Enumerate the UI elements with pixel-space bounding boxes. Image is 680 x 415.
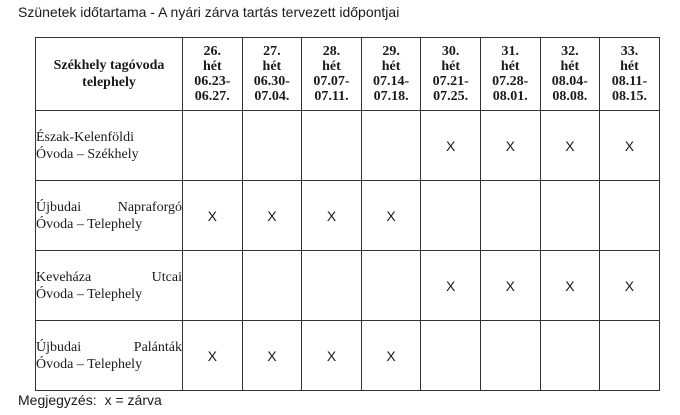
site-name-line1: Keveháza Utcai [36,269,182,285]
site-name-line1: Újbudai Palánták [36,339,182,355]
week-start-date: 06.30- [253,74,290,89]
week-start-date: 07.21- [432,74,469,89]
closure-mark-cell: X [302,181,362,251]
site-name-line1: Újbudai Napraforgó [36,199,182,215]
week-start-date: 07.28- [492,74,529,89]
closure-mark-cell [421,181,481,251]
site-name-cell [36,251,183,321]
footnote-label: Megjegyzés: [18,392,97,408]
closure-mark-cell [242,111,302,181]
week-start-date: 08.11- [611,74,648,89]
closure-mark-cell: X [361,181,421,251]
week-header-28 [302,38,362,111]
closure-mark-cell [302,251,362,321]
week-number: 26. [203,44,222,59]
closure-mark-cell: X [421,111,481,181]
site-name-line2: Óvoda – Székhely [36,146,139,162]
closure-mark-cell: X [183,321,243,391]
site-name-cell [36,321,183,391]
week-label: hét [381,59,401,74]
closure-mark-cell: X [361,321,421,391]
page-title: Szünetek időtartama - A nyári zárva tartás tervezett időpontjai [18,4,400,20]
closure-mark-cell [183,251,243,321]
week-header-33 [600,38,660,111]
table-row [36,181,660,251]
week-end-date: 06.27. [194,89,230,104]
closure-mark-cell: X [600,111,660,181]
closure-mark-cell: X [302,321,362,391]
week-header-31 [480,38,540,111]
week-start-date: 08.04- [551,74,588,89]
closure-mark-cell [361,111,421,181]
closure-mark-cell [480,321,540,391]
closure-mark-cell [600,321,660,391]
site-name-cell [36,111,183,181]
week-header-30 [421,38,481,111]
site-header-line1: Székhely tagóvoda [53,58,165,73]
closure-mark-cell: X [480,251,540,321]
week-number: 33. [620,44,639,59]
closure-mark-cell: X [540,251,600,321]
week-label: hét [262,59,282,74]
closure-schedule-table [35,37,660,391]
closure-mark-cell [421,321,481,391]
week-label: hét [322,59,341,74]
week-label: hét [620,59,639,74]
week-number: 32. [561,44,579,59]
week-end-date: 07.04. [254,89,290,104]
closure-mark-cell [540,181,600,251]
table-header-row [36,38,660,111]
week-number: 29. [382,44,400,59]
week-start-date: 07.07- [313,74,350,89]
table-row [36,251,660,321]
week-number: 31. [501,44,520,59]
closure-mark-cell: X [242,321,302,391]
week-label: hét [500,59,520,74]
site-name-line2: Óvoda – Telephely [36,356,143,372]
closure-mark-cell [183,111,243,181]
site-name-line1: Észak-Kelenföldi [36,129,134,145]
week-start-date: 07.14- [372,74,410,89]
closure-mark-cell [540,321,600,391]
week-end-date: 08.01. [492,89,528,104]
site-header-line2: telephely [82,75,136,90]
week-header-32 [540,38,600,111]
week-label: hét [560,59,580,74]
week-number: 30. [441,44,460,59]
closure-mark-cell: X [480,111,540,181]
closure-mark-cell: X [183,181,243,251]
week-header-26 [183,38,243,111]
week-header-27 [242,38,302,111]
site-name-cell [36,181,183,251]
week-label: hét [202,59,222,74]
week-label: hét [441,59,460,74]
closure-mark-cell: X [540,111,600,181]
table-row [36,321,660,391]
week-end-date: 08.15. [611,89,647,104]
week-end-date: 07.25. [433,89,469,104]
closure-mark-cell: X [242,181,302,251]
closure-mark-cell [361,251,421,321]
closure-mark-cell [600,181,660,251]
week-number: 27. [263,44,281,59]
closure-mark-cell: X [600,251,660,321]
week-end-date: 08.08. [552,89,588,104]
week-start-date: 06.23- [194,74,231,89]
site-name-line2: Óvoda – Telephely [36,216,143,232]
closure-mark-cell [302,111,362,181]
closure-mark-cell: X [421,251,481,321]
closure-mark-cell [480,181,540,251]
footnote [18,392,162,408]
week-number: 28. [322,44,341,59]
week-header-29 [361,38,421,111]
week-end-date: 07.11. [314,89,349,104]
table-row [36,111,660,181]
site-name-line2: Óvoda – Telephely [36,286,143,302]
footnote-value: x = zárva [104,392,162,408]
site-column-header [36,38,183,111]
week-end-date: 07.18. [373,89,409,104]
closure-mark-cell [242,251,302,321]
